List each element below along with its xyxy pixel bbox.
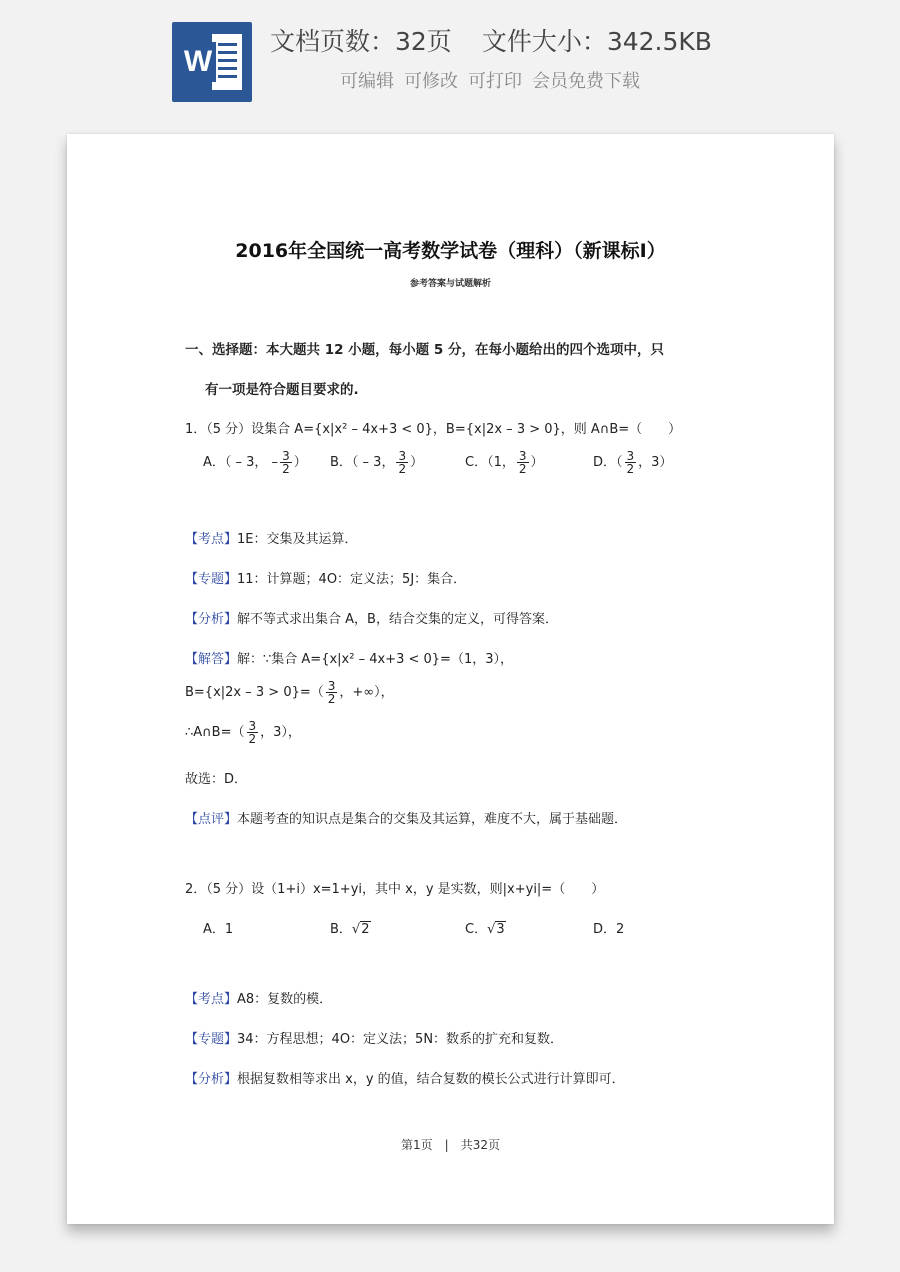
section-heading-line1: 一、选择题：本大题共 12 小题，每小题 5 分，在每小题给出的四个选项中，只	[185, 342, 664, 358]
q1-solution-ab-pre: ∴A∩B=（	[185, 725, 245, 740]
q1-zhuanti-text: 11：计算题；4O：定义法；5J：集合．	[237, 572, 467, 587]
document-page	[67, 134, 834, 1224]
word-icon	[172, 22, 252, 102]
q1-jieda	[185, 648, 513, 667]
feature-editable: 可编辑	[340, 71, 394, 92]
banner-features	[340, 67, 640, 93]
sqrt-symbol: √2	[351, 922, 370, 937]
q2-option-a: A．1	[203, 922, 234, 937]
kaodian-tag: 【考点】	[185, 532, 238, 547]
q1-option-d	[593, 450, 672, 475]
page-footer: 第1页 | 共32页	[401, 1138, 500, 1152]
banner	[0, 0, 900, 115]
banner-file-info	[270, 22, 712, 58]
q2-zhuanti-text: 34：方程思想；4O：定义法；5N：数系的扩充和复数．	[237, 1032, 564, 1047]
fenxi-tag: 【分析】	[185, 1072, 238, 1087]
q2-zhuanti	[185, 1028, 563, 1047]
q1-option-c-post: ）	[530, 455, 544, 470]
zhuanti-tag: 【专题】	[185, 1032, 238, 1047]
feature-free-download: 会员免费下载	[532, 71, 640, 92]
q1-option-a	[203, 450, 307, 475]
q1-jieda-text: 解：∵集合 A={x|x² – 4x+3 < 0}=（1，3），	[237, 652, 513, 667]
q1-solution-b-pre: B={x|2x – 3 > 0}=（	[185, 685, 324, 700]
fraction: $\frac{3}{2}$	[398, 449, 407, 476]
q2-option-b-pre: B．	[330, 922, 352, 937]
q2-kaodian-text: A8：复数的模．	[237, 992, 333, 1007]
q1-kaodian	[185, 528, 358, 547]
section-heading-line2: 有一项是符合题目要求的.	[205, 382, 359, 398]
q1-option-c-pre: C．（1，	[465, 455, 515, 470]
feature-printable: 可打印	[468, 71, 522, 92]
kaodian-tag: 【考点】	[185, 992, 238, 1007]
q1-fenxi	[185, 608, 558, 627]
q1-option-c	[465, 450, 544, 475]
jieda-tag: 【解答】	[185, 652, 238, 667]
file-size: 文件大小：342.5KB	[481, 27, 712, 56]
doc-title: 2016年全国统一高考数学试卷（理科）（新课标Ⅰ）	[235, 240, 666, 262]
q1-option-b	[330, 450, 423, 475]
q1-kaodian-text: 1E：交集及其运算．	[237, 532, 358, 547]
fraction: $\frac{3}{2}$	[327, 679, 336, 706]
feature-modifiable: 可修改	[404, 71, 458, 92]
q2-option-c	[465, 918, 506, 937]
fraction: $\frac{3}{2}$	[626, 449, 635, 476]
q1-option-b-pre: B．（ – 3，	[330, 455, 395, 470]
q1-dianping-text: 本题考查的知识点是集合的交集及其运算，难度不大，属于基础题．	[237, 812, 628, 827]
q1-answer: 故选：D．	[185, 772, 248, 787]
q2-fenxi-text: 根据复数相等求出 x，y 的值，结合复数的模长公式进行计算即可．	[237, 1072, 625, 1087]
q1-solution-b	[185, 680, 394, 705]
sqrt-symbol: √3	[487, 922, 505, 937]
q1-dianping	[185, 808, 627, 827]
dianping-tag: 【点评】	[185, 812, 238, 827]
q1-fenxi-text: 解不等式求出集合 A，B，结合交集的定义，可得答案．	[237, 612, 558, 627]
doc-subtitle: 参考答案与试题解析	[409, 279, 491, 289]
q1-option-b-post: ）	[410, 455, 424, 470]
q1-zhuanti	[185, 568, 466, 587]
q1-solution-ab-post: ，3），	[260, 725, 301, 740]
fraction: $\frac{3}{2}$	[518, 449, 527, 476]
q1-option-d-pre: D．（	[593, 455, 623, 470]
fraction: $\frac{3}{2}$	[248, 719, 257, 746]
q2-fenxi	[185, 1068, 625, 1087]
q2-kaodian	[185, 988, 332, 1007]
q2-option-b	[330, 918, 371, 937]
word-icon-page	[212, 34, 242, 90]
q1-option-a-post: ）	[293, 455, 307, 470]
fraction: $\frac{3}{2}$	[282, 449, 290, 476]
q1-solution-ab	[185, 720, 301, 745]
q1-solution-b-post: ，+∞），	[339, 685, 394, 700]
q2-option-d: D．2	[593, 922, 625, 937]
q2-stem: 2．（5 分）设（1+i）x=1+yi，其中 x，y 是实数，则|x+yi|=（ ）	[185, 882, 605, 897]
page-count: 文档页数：32页	[270, 27, 452, 56]
q1-option-a-pre: A．（ – 3， –	[203, 455, 279, 470]
q2-option-c-pre: C．	[465, 922, 488, 937]
fenxi-tag: 【分析】	[185, 612, 238, 627]
zhuanti-tag: 【专题】	[185, 572, 238, 587]
q1-option-d-post: ，3）	[638, 455, 673, 470]
word-icon-letter: W	[180, 42, 216, 82]
q1-stem: 1．（5 分）设集合 A={x|x² – 4x+3 < 0}，B={x|2x – 3 > 0}，则 A∩B=（ ）	[185, 422, 682, 437]
